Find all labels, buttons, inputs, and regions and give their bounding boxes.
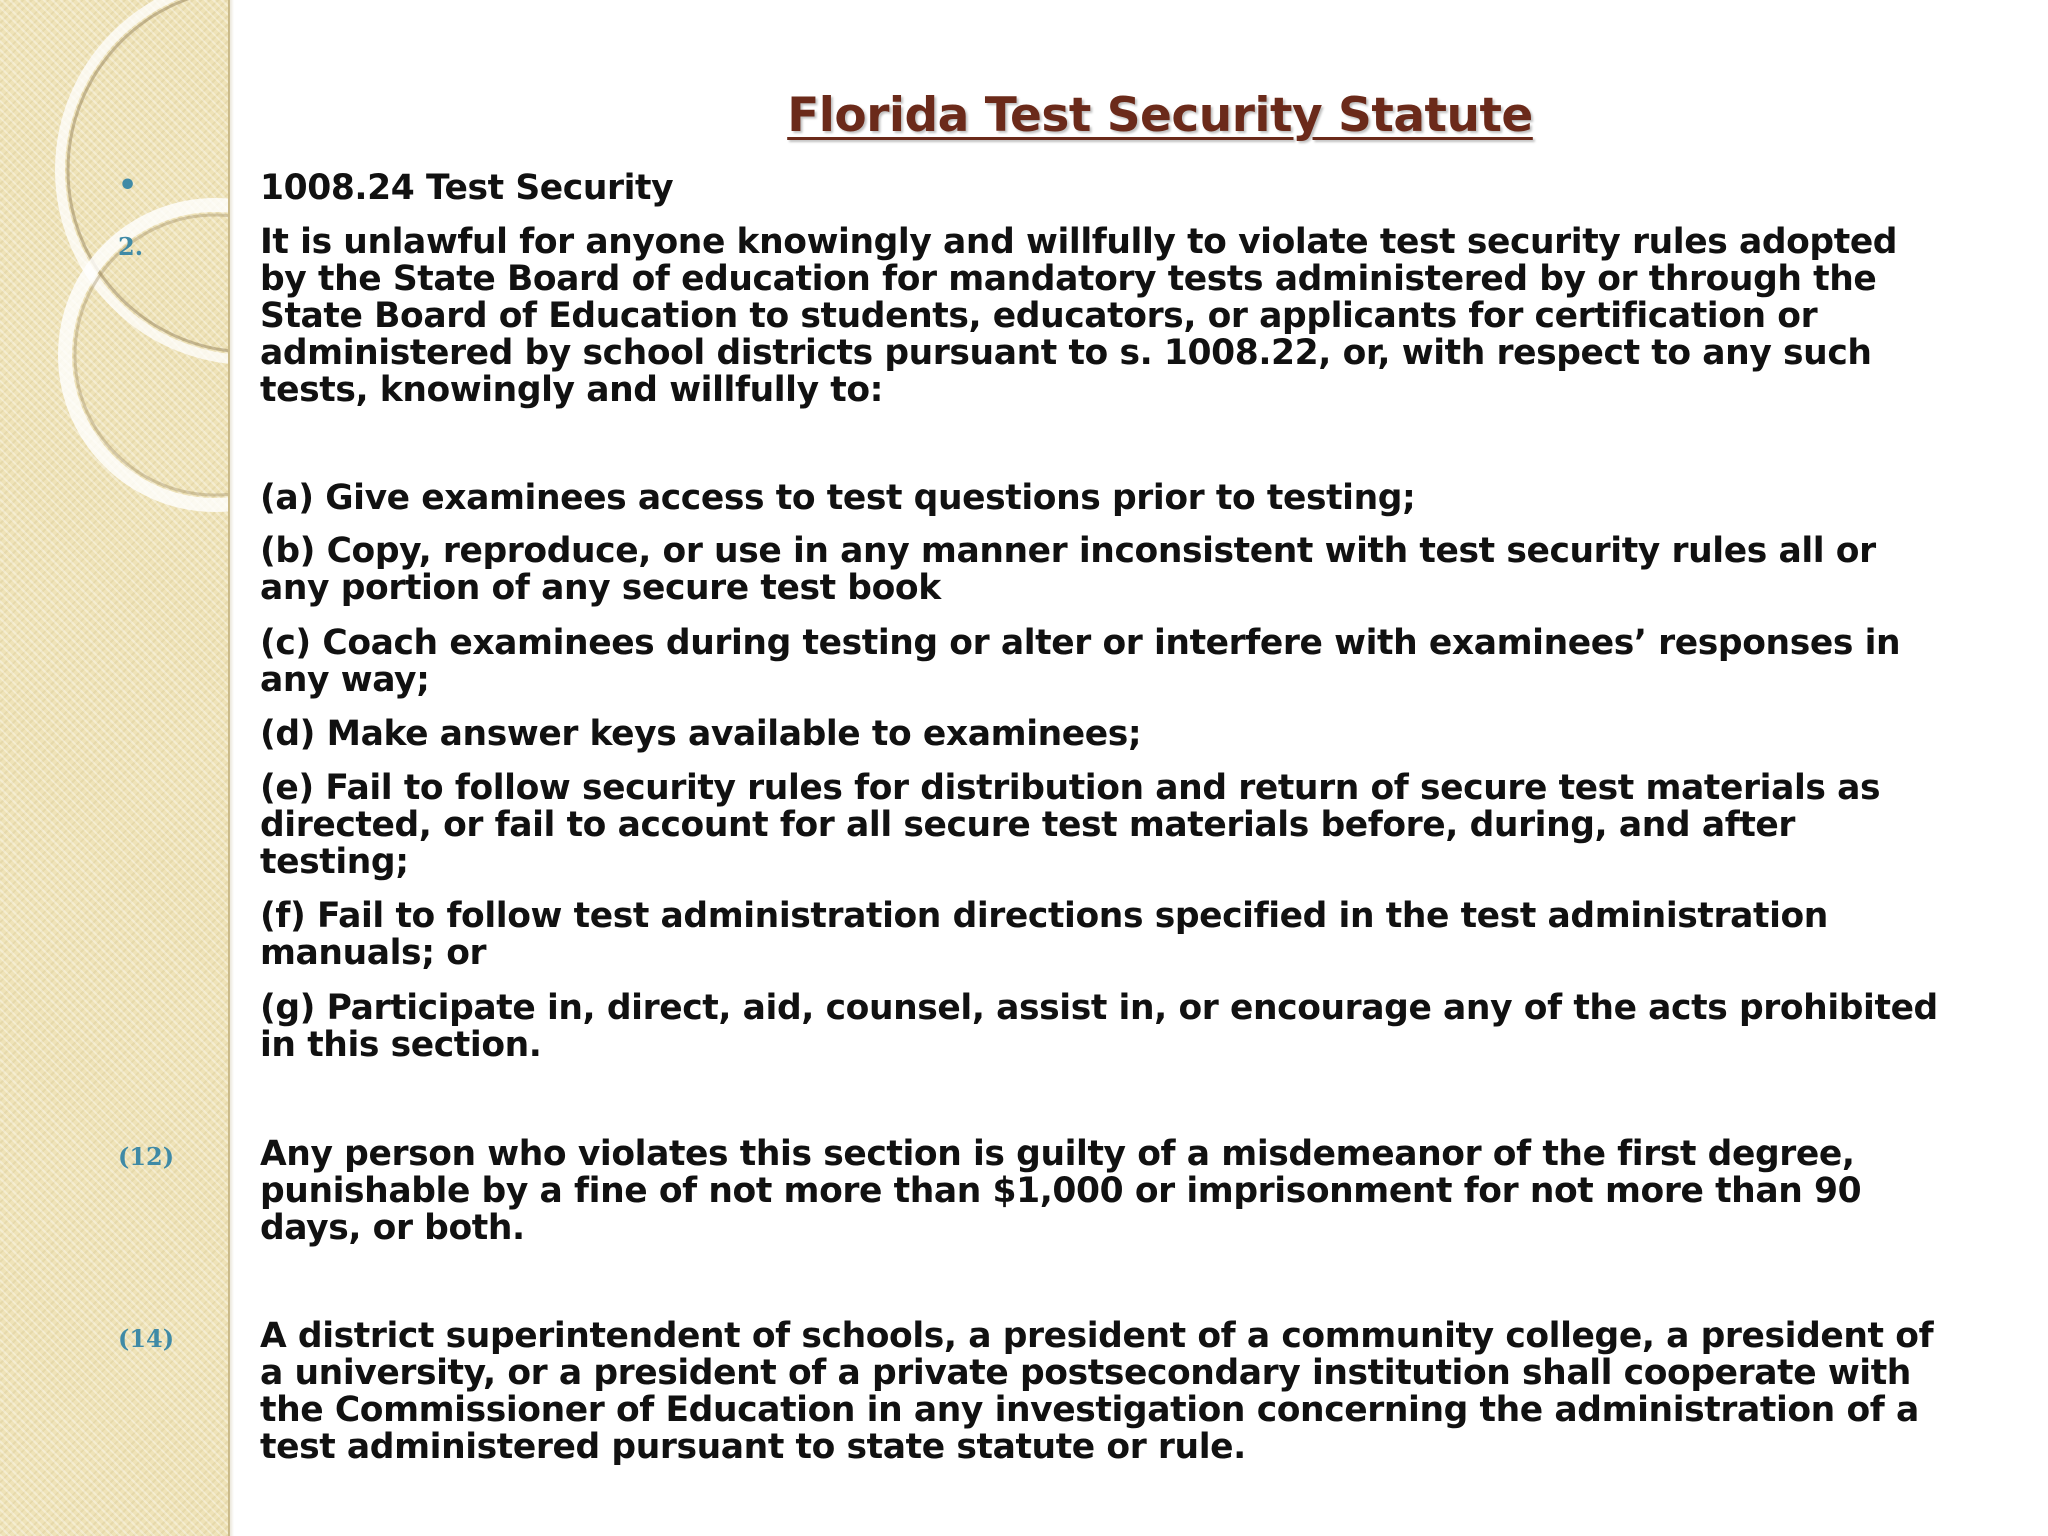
item-number-12: (12) — [118, 1142, 175, 1171]
list-item-e: (e) Fail to follow security rules for distribution and return of secure test materials as directed, or fail to account for all secure test materials before, during, and after testing; — [260, 768, 1881, 882]
page-title: Florida Test Security Statute — [787, 88, 1533, 143]
list-item-c: (c) Coach examinees during testing or alter or interfere with examinees’ responses in any way; — [260, 623, 1901, 700]
list-item-d: (d) Make answer keys available to examinees; — [260, 714, 1142, 754]
item-number-14: (14) — [118, 1324, 175, 1353]
penalty-paragraph: Any person who violates this section is guilty of a misdemeanor of the first degree, punishable by a fine of not more than $1,000 or imprisonment for not more than 90 days, or both. — [260, 1134, 1862, 1248]
intro-paragraph: It is unlawful for anyone knowingly and willfully to violate test security rules adopted by the State Board of education for mandatory tests administered by or through the State Board of Education to students, educators, or applicants for certification or administered by school districts pursuant to s. 1008.22, or, with respect to any such tests, knowingly and willfully to: — [260, 222, 1898, 410]
list-item-a: (a) Give examinees access to test questions prior to testing; — [260, 478, 1416, 518]
list-item-f: (f) Fail to follow test administration directions specified in the test administration manuals; or — [260, 896, 1828, 973]
cooperation-paragraph: A district superintendent of schools, a president of a community college, a president of a university, or a president of a private postsecondary institution shall cooperate with the Commissioner of Education in any investigation concerning the administration of a test administered pursuant to state statute or rule. — [260, 1316, 1934, 1467]
list-item-b: (b) Copy, reproduce, or use in any manner inconsistent with test security rules all or any portion of any secure test book — [260, 531, 1876, 608]
bullet-marker: • — [118, 168, 138, 203]
section-heading: 1008.24 Test Security — [260, 168, 674, 208]
item-number-2: 2. — [118, 232, 144, 261]
list-item-g: (g) Participate in, direct, aid, counsel, assist in, or encourage any of the acts prohibited in this section. — [260, 988, 1938, 1065]
decorative-sidebar — [0, 0, 230, 1536]
sidebar-shadow — [228, 0, 234, 1536]
